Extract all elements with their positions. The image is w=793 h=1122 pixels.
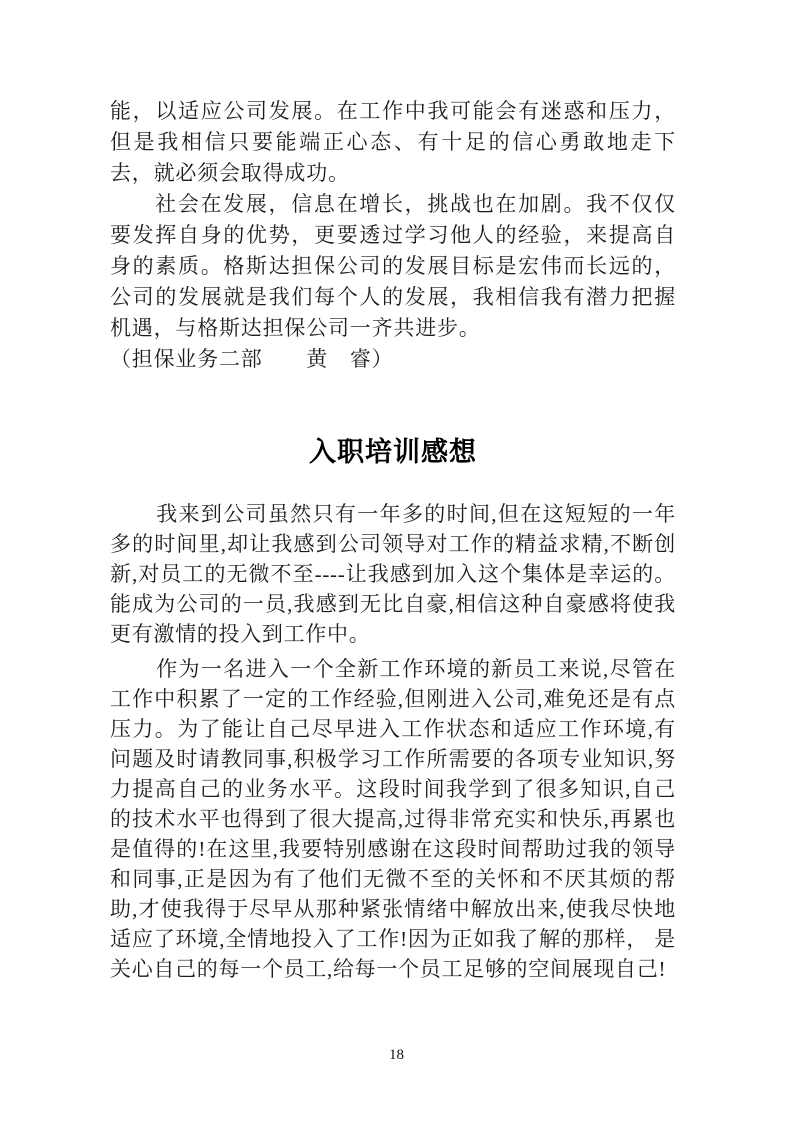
- article-body: [110, 499, 676, 984]
- article-title: 入职培训感想: [309, 437, 477, 467]
- page-number: 18: [389, 1047, 404, 1063]
- closing-section: [110, 96, 676, 375]
- signature-line: （担保业务二部 黄 睿）: [110, 347, 394, 371]
- closing-paragraph-continuation: 能，以适应公司发展。在工作中我可能会有迷惑和压力，但是我相信只要能端正心态、有十足的信心勇敢地走下去，就必须会取得成功。: [110, 99, 676, 185]
- article-paragraph: 作为一名进入一个全新工作环境的新员工来说,尽管在工作中积累了一定的工作经验,但刚进入公司,难免还是有点压力。为了能让自己尽早进入工作状态和适应工作环境,有问题及时请教同事,积极学习工作所需要的各项专业知识,努力提高自己的业务水平。这段时间我学到了很多知识,自己的技术水平也得到了很大提高,过得非常充实和快乐,再累也是值得的!在这里,我要特别感谢在这段时间帮助过我的领导和同事,正是因为有了他们无微不至的关怀和不厌其烦的帮助,才使我得于尽早从那种紧张情绪中解放出来,使我尽快地适应了环境,全情地投入了工作!因为正如我了解的那样， 是关心自己的每一个员工,给每一个员工足够的空间展现自己!: [110, 657, 676, 981]
- article-paragraph: 我来到公司虽然只有一年多的时间,但在这短短的一年多的时间里,却让我感到公司领导对工作的精益求精,不断创新,对员工的无微不至----让我感到加入这个集体是幸运的。能成为公司的一员,我感到无比自豪,相信这种自豪感将使我更有激情的投入到工作中。: [110, 502, 676, 646]
- closing-paragraph: 社会在发展，信息在增长，挑战也在加剧。我不仅仅要发挥自身的优势，更要透过学习他人的经验，来提高自身的素质。格斯达担保公司的发展目标是宏伟而长远的，公司的发展就是我们每个人的发展，我相信我有潜力把握机遇，与格斯达担保公司一齐共进步。: [110, 192, 676, 340]
